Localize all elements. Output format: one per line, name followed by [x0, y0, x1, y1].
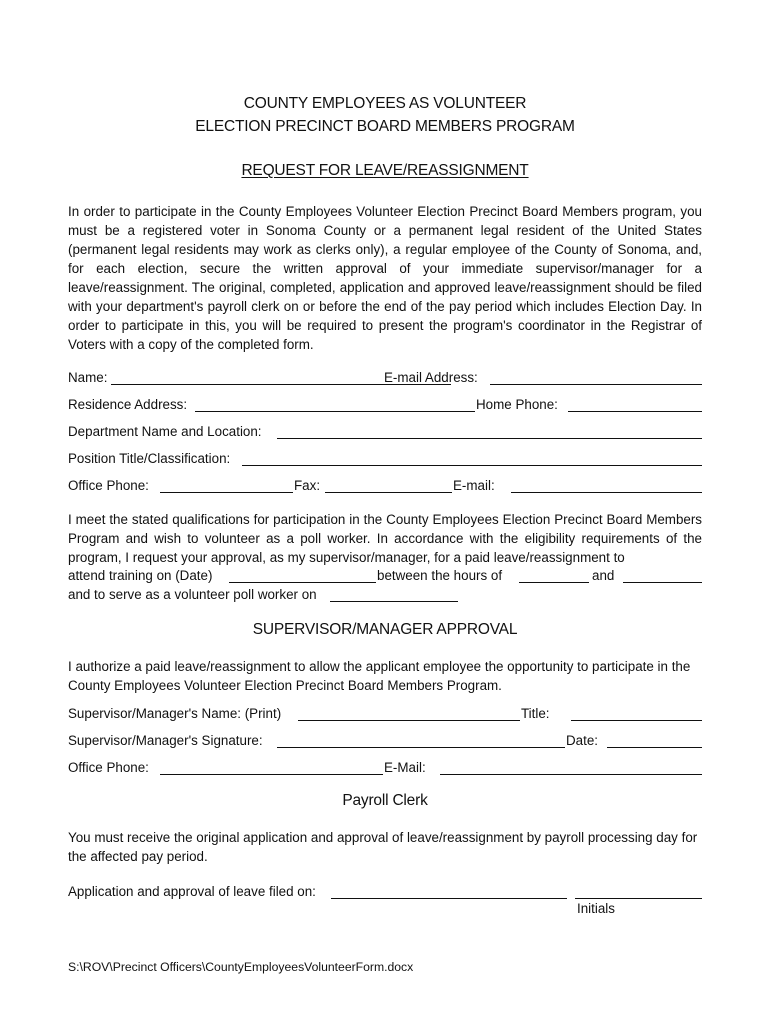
department-label: Department Name and Location: — [68, 424, 262, 439]
office-contact-row — [68, 476, 702, 496]
home-phone-label: Home Phone: — [476, 397, 558, 412]
payroll-paragraph: You must receive the original application and approval of leave/reassignment by payroll processing day for the affected pay period. — [68, 830, 698, 864]
hours-from-field[interactable] — [519, 582, 589, 583]
supervisor-name-field[interactable] — [298, 720, 520, 721]
department-field[interactable] — [277, 438, 702, 439]
file-path-footer: S:\ROV\Precinct Officers\CountyEmployeesVolunteerForm.docx — [68, 960, 414, 974]
hours-to-field[interactable] — [623, 582, 702, 583]
supervisor-name-row — [68, 704, 702, 724]
supervisor-paragraph: I authorize a paid leave/reassignment to allow the applicant employee the opportunity to participate in the County Employees Volunteer Election Precinct Board Members Program. — [68, 659, 691, 693]
supervisor-phone-row — [68, 758, 702, 778]
training-date-field[interactable] — [229, 582, 376, 583]
initials-field[interactable] — [575, 898, 702, 899]
supervisor-office-phone-label: Office Phone: — [68, 760, 149, 775]
serve-label: and to serve as a volunteer poll worker on — [68, 587, 317, 602]
filed-on-row — [68, 882, 702, 902]
form-subtitle: REQUEST FOR LEAVE/REASSIGNMENT — [241, 162, 529, 179]
home-phone-field[interactable] — [568, 411, 702, 412]
position-row — [68, 449, 702, 469]
between-label: between the hours of — [377, 568, 503, 583]
residence-address-field[interactable] — [195, 411, 475, 412]
serve-date-field[interactable] — [330, 601, 458, 602]
email-field[interactable] — [511, 492, 702, 493]
training-label: attend training on (Date) — [68, 568, 213, 583]
email-address-label: E-mail Address: — [384, 370, 478, 385]
supervisor-date-field[interactable] — [607, 747, 702, 748]
payroll-heading: Payroll Clerk — [342, 792, 428, 809]
email-address-field[interactable] — [490, 384, 702, 385]
form-title-line2: ELECTION PRECINCT BOARD MEMBERS PROGRAM — [195, 118, 575, 135]
supervisor-office-phone-field[interactable] — [160, 774, 383, 775]
form-title-line1: COUNTY EMPLOYEES AS VOLUNTEER — [243, 95, 527, 112]
serve-row — [68, 585, 702, 605]
supervisor-signature-label: Supervisor/Manager's Signature: — [68, 733, 263, 748]
fax-label: Fax: — [294, 478, 321, 493]
initials-label: Initials — [577, 901, 615, 916]
supervisor-heading: SUPERVISOR/MANAGER APPROVAL — [252, 621, 518, 638]
department-row — [68, 422, 702, 442]
supervisor-email-label: E-Mail: — [384, 760, 426, 775]
supervisor-date-label: Date: — [566, 733, 599, 748]
supervisor-title-label: Title: — [521, 706, 550, 721]
fax-field[interactable] — [325, 492, 452, 493]
supervisor-title-field[interactable] — [571, 720, 702, 721]
residence-address-label: Residence Address: — [68, 397, 188, 412]
training-row — [68, 566, 702, 586]
intro-paragraph: In order to participate in the County Employees Volunteer Election Precinct Board Members program, you must be a registered voter in Sonoma County or a permanent legal resident of the United States (permanent legal residents may work as clerks only), a regular employee of the County of Sonoma, and, for each election, secure the written approval of your immediate supervisor/manager for a leave/reassignment. The original, completed, application and approved leave/reassignment should be filed with your department's payroll clerk on or before the end of the pay period which includes Election Day. In order to participate in this, you will be required to present the program's coordinator in the Registrar of Voters with a copy of the completed form. — [68, 204, 702, 352]
supervisor-email-field[interactable] — [440, 774, 702, 775]
residence-row — [68, 395, 702, 415]
position-label: Position Title/Classification: — [68, 451, 231, 466]
email-label: E-mail: — [453, 478, 495, 493]
filed-on-date-field[interactable] — [331, 898, 567, 899]
name-label: Name: — [68, 370, 108, 385]
supervisor-signature-row — [68, 731, 702, 751]
office-phone-label: Office Phone: — [68, 478, 149, 493]
supervisor-signature-field[interactable] — [277, 747, 565, 748]
and-label: and — [592, 568, 615, 583]
filed-on-label: Application and approval of leave filed on: — [68, 884, 316, 899]
name-row — [68, 368, 702, 388]
office-phone-field[interactable] — [160, 492, 293, 493]
supervisor-name-label: Supervisor/Manager's Name: (Print) — [68, 706, 282, 721]
position-field[interactable] — [242, 465, 702, 466]
statement-paragraph: I meet the stated qualifications for participation in the County Employees Election Precinct Board Members Program and wish to volunteer as a poll worker. In accordance with the eligibility requirements of the program, I request your approval, as my supervisor/manager, for a paid leave/reassignment to — [68, 512, 702, 565]
